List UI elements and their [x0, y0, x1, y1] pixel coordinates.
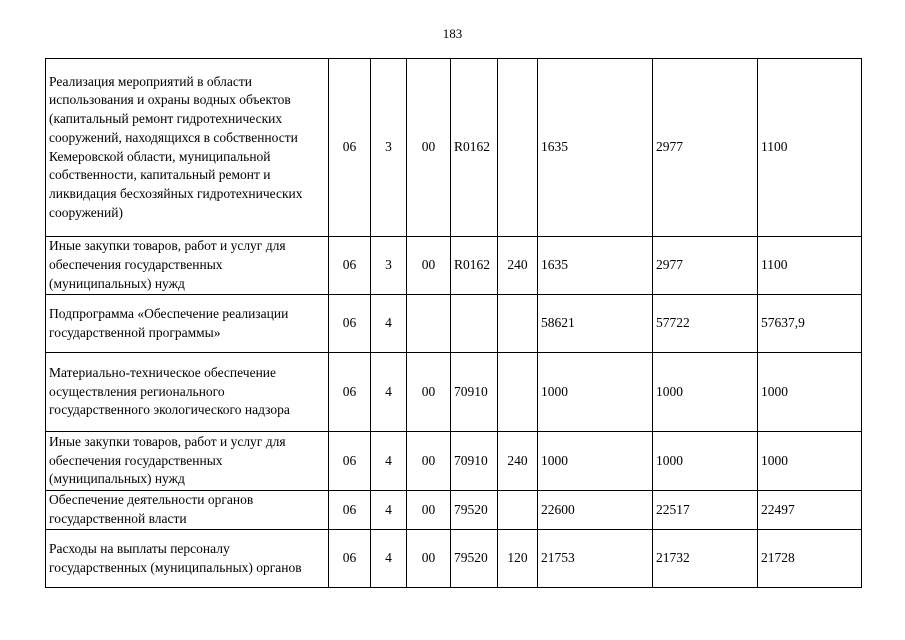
- sum-2019: 1100: [758, 59, 862, 237]
- table-row: [46, 432, 862, 491]
- direction-code: [451, 295, 498, 353]
- sum-2018: 57722: [653, 295, 758, 353]
- row-name: Иные закупки товаров, работ и услуг для обеспечения государственных (муниципальных) нужд: [46, 237, 329, 295]
- subprogram-code: 00: [407, 491, 451, 530]
- row-name: Подпрограмма «Обеспечение реализации государственной программы»: [46, 295, 329, 353]
- sum-2017: 22600: [538, 491, 653, 530]
- direction-code: R0162: [451, 237, 498, 295]
- table-row: [46, 491, 862, 530]
- sum-2017: 58621: [538, 295, 653, 353]
- sum-2018: 1000: [653, 353, 758, 432]
- sum-2019: 21728: [758, 530, 862, 588]
- table-row: [46, 59, 862, 237]
- sum-2017: 21753: [538, 530, 653, 588]
- section-code: 06: [329, 353, 371, 432]
- sum-2019: 1000: [758, 432, 862, 491]
- section-code: 06: [329, 237, 371, 295]
- subsection-code: 4: [371, 530, 407, 588]
- direction-code: 70910: [451, 432, 498, 491]
- sum-2017: 1635: [538, 59, 653, 237]
- sum-2018: 2977: [653, 59, 758, 237]
- section-code: 06: [329, 295, 371, 353]
- direction-code: R0162: [451, 59, 498, 237]
- subprogram-code: 00: [407, 59, 451, 237]
- sum-2017: 1635: [538, 237, 653, 295]
- direction-code: 79520: [451, 491, 498, 530]
- expense-type-code: [498, 353, 538, 432]
- section-code: 06: [329, 432, 371, 491]
- sum-2018: 2977: [653, 237, 758, 295]
- sum-2019: 1000: [758, 353, 862, 432]
- subsection-code: 3: [371, 59, 407, 237]
- expense-type-code: 240: [498, 237, 538, 295]
- subsection-code: 4: [371, 295, 407, 353]
- row-name: Реализация мероприятий в области использования и охраны водных объектов (капитальный ремонт гидротехнических сооружений, находящихся в собственности Кемеровской области, муниципальной собственности, капитальный ремонт и ликвидация бесхозяйных гидротехнических сооружений): [46, 59, 329, 237]
- subprogram-code: [407, 295, 451, 353]
- sum-2019: 57637,9: [758, 295, 862, 353]
- budget-table: [45, 58, 862, 588]
- sum-2019: 22497: [758, 491, 862, 530]
- expense-type-code: 120: [498, 530, 538, 588]
- sum-2017: 1000: [538, 353, 653, 432]
- sum-2018: 21732: [653, 530, 758, 588]
- subprogram-code: 00: [407, 432, 451, 491]
- row-name: Материально-техническое обеспечение осуществления регионального государственного экологического надзора: [46, 353, 329, 432]
- subsection-code: 4: [371, 491, 407, 530]
- section-code: 06: [329, 530, 371, 588]
- expense-type-code: [498, 491, 538, 530]
- subsection-code: 4: [371, 432, 407, 491]
- page-number: 183: [442, 26, 463, 41]
- section-code: 06: [329, 59, 371, 237]
- row-name: Иные закупки товаров, работ и услуг для обеспечения государственных (муниципальных) нужд: [46, 432, 329, 491]
- row-name: Расходы на выплаты персоналу государственных (муниципальных) органов: [46, 530, 329, 588]
- row-name: Обеспечение деятельности органов государственной власти: [46, 491, 329, 530]
- subprogram-code: 00: [407, 353, 451, 432]
- table-row: [46, 530, 862, 588]
- subprogram-code: 00: [407, 530, 451, 588]
- expense-type-code: 240: [498, 432, 538, 491]
- table-row: [46, 295, 862, 353]
- sum-2019: 1100: [758, 237, 862, 295]
- section-code: 06: [329, 491, 371, 530]
- sum-2018: 22517: [653, 491, 758, 530]
- direction-code: 79520: [451, 530, 498, 588]
- subsection-code: 4: [371, 353, 407, 432]
- direction-code: 70910: [451, 353, 498, 432]
- table-row: [46, 237, 862, 295]
- subprogram-code: 00: [407, 237, 451, 295]
- expense-type-code: [498, 59, 538, 237]
- sum-2017: 1000: [538, 432, 653, 491]
- expense-type-code: [498, 295, 538, 353]
- table-row: [46, 353, 862, 432]
- sum-2018: 1000: [653, 432, 758, 491]
- subsection-code: 3: [371, 237, 407, 295]
